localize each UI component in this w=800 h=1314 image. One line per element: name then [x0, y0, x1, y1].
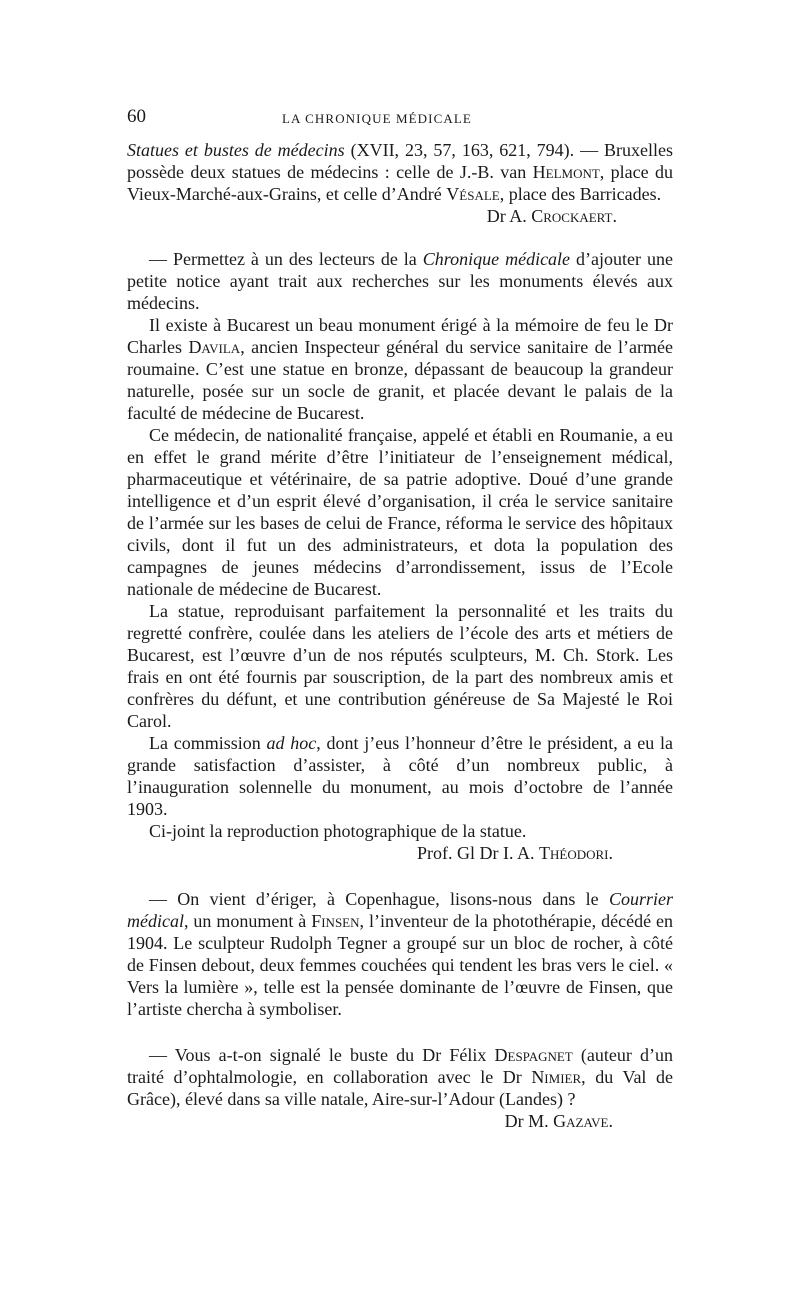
person-name: Finsen — [311, 911, 360, 931]
paragraph-davila: Il existe à Bucarest un beau monument érigé à la mémoire de feu le Dr Charles Davila, ancien Inspecteur général du service sanitaire de l’armée roumaine. C’est une statue en bronze, dépassant de beaucoup la grandeur naturelle, posée sur un socle de granit, et placée devant le palais de la faculté de médecine de Bucarest. — [127, 315, 674, 423]
person-name: Despagnet — [494, 1045, 573, 1065]
person-name: Davila — [188, 337, 241, 357]
signature-name: Crockaert. — [531, 206, 617, 226]
article-body — [127, 139, 673, 1132]
page-header — [127, 106, 675, 130]
signature-title: Dr M. — [504, 1111, 554, 1131]
signature — [127, 842, 673, 864]
signature-title: Dr A. — [486, 206, 532, 226]
paragraph-statue: La statue, reproduisant parfaitement la personnalité et les traits du regretté confrère, coulée dans les ateliers de l’école des arts et métiers de Bucarest, est l’œuvre d’un de nos réputés sculpteurs, M. Ch. Stork. Les frais en ont été fournis par souscription, de la part des nombreux amis et confrères du défunt, et une contribution généreuse de Sa Majesté le Roi Carol. — [127, 601, 673, 731]
page-number: 60 — [127, 106, 146, 127]
signature-title: Prof. Gl Dr I. A. — [417, 843, 539, 863]
paragraph-finsen: — On vient d’ériger, à Copenhague, lisons-nous dans le Courrier médical, un monument à Finsen, l’inventeur de la photothérapie, décédé en 1904. Le sculpteur Rudolph Tegner a groupé sur un bloc de rocher, à côté de Finsen debout, deux femmes couchées qui tendent les bras vers le ciel. « Vers la lumière », telle est la pensée dominante de l’œuvre de Finsen, que l’artiste chercha à symboliser. — [127, 889, 673, 1019]
section-title: Statues et bustes de médecins — [127, 140, 345, 160]
person-name: Vésale — [446, 184, 500, 204]
signature-name: Gazave. — [553, 1111, 613, 1131]
person-name: Helmont — [532, 162, 600, 182]
paragraph-reproduction: Ci-joint la reproduction photographique de la statue. — [149, 821, 527, 841]
section-text: , place du Vieux-Marché-aux-Grains, et celle d’André — [127, 162, 674, 204]
signature — [127, 205, 673, 227]
running-title: LA CHRONIQUE MÉDICALE — [282, 111, 472, 126]
section-statues-bruxelles — [127, 139, 673, 205]
paragraph-intro: — Permettez à un des lecteurs de la Chronique médicale d’ajouter une petite notice ayant trait aux recherches sur les monuments élevés aux médecins. — [127, 249, 673, 313]
paragraph-despagnet: — Vous a-t-on signalé le buste du Dr Félix Despagnet (auteur d’un traité d’ophtalmologie, en collaboration avec le Dr Nimier, du Val de Grâce), élevé dans sa ville natale, Aire-sur-l’Adour (Landes) ? — [127, 1045, 673, 1109]
journal-title: Courrier médical — [127, 889, 673, 931]
section-text: , place des Barricades. — [499, 184, 662, 204]
paragraph-commission: La commission ad hoc, dont j’eus l’honneur d’être le président, a eu la grande satisfaction d’assister, à côté d’un nombreux public, à l’inauguration solennelle du monument, au mois d’octobre de l’année 1903. — [127, 733, 673, 819]
journal-title: Chronique médicale — [422, 249, 571, 269]
signature — [127, 1110, 673, 1132]
paragraph-medecin: Ce médecin, de nationalité française, appelé et établi en Roumanie, a eu en effet le grand mérite d’être l’initiateur de l’enseignement médical, pharmaceutique et vétérinaire, de sa patrie adoptive. Doué d’une grande intelligence et d’un esprit élevé d’organisation, il créa le service sanitaire de l’armée sur les bases de celui de France, réforma le service des hôpitaux civils, dont il fut un des administrateurs, et dota la population des campagnes de jeunes médecins d’arrondissement, issus de l’Ecole nationale de médecine de Bucarest. — [127, 425, 673, 599]
signature-name: Théodori. — [539, 843, 613, 863]
person-name: Nimier — [531, 1067, 582, 1087]
section-text: (XVII, 23, 57, 163, 621, 794). — Bruxelles possède deux statues de médecins : celle de J.-B. van — [127, 140, 674, 182]
